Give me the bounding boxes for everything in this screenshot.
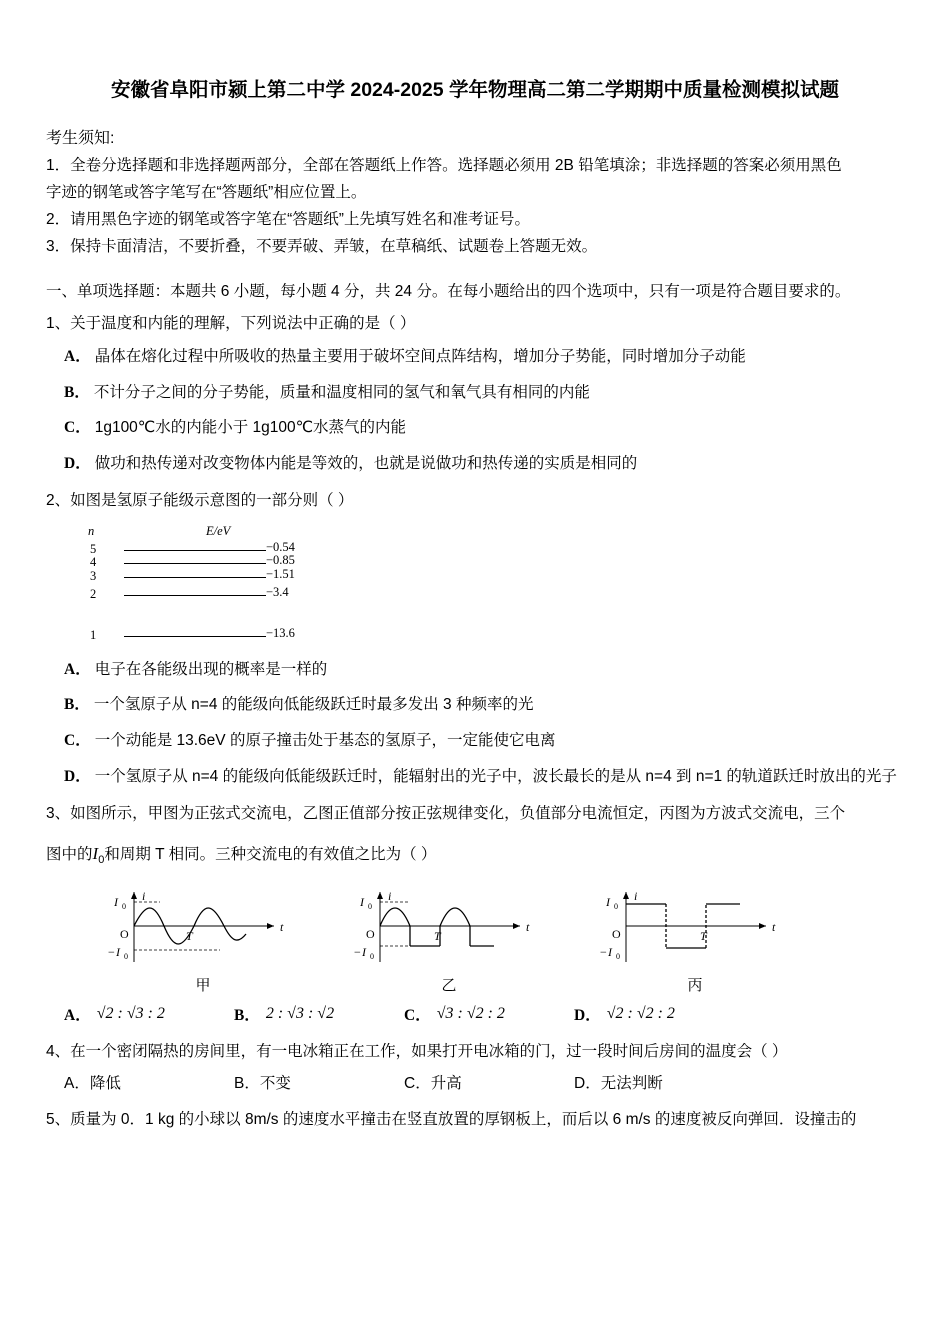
current-subscript: 0 <box>98 854 105 867</box>
energy-axis-e-label: E/eV <box>206 523 231 538</box>
energy-level-line-2 <box>124 595 266 596</box>
svg-text:T: T <box>434 928 441 943</box>
svg-text:T: T <box>186 928 193 943</box>
notice-line-1: 1．全卷分选择题和非选择题两部分，全部在答题纸上作答。选择题必须用 2B 铅笔填涂；非选择题的答案必须用黑色 <box>46 157 842 175</box>
option-text: 一个氢原子从 n=4 的能级向低能级跃迁时最多发出 3 种频率的光 <box>93 696 534 714</box>
question-2-stem: 2、如图是氢原子能级示意图的一部分则（ ） <box>46 491 354 509</box>
svg-text:−: − <box>600 944 607 959</box>
question-3-option-d <box>574 1003 675 1025</box>
question-4-stem: 4、在一个密闭隔热的房间里，有一电冰箱正在工作，如果打开电冰箱的门，过一段时间后房间的温度会（ ） <box>46 1042 788 1060</box>
option-text: 2 : √3 : √2 <box>265 1004 335 1022</box>
option-label: D． <box>64 455 91 473</box>
notice-heading: 考生须知: <box>46 130 115 148</box>
question-3-option-b <box>234 1003 404 1025</box>
option-label: C． <box>404 1006 431 1024</box>
option-text: 晶体在熔化过程中所吸收的热量主要用于破坏空间点阵结构，增加分子势能，同时增加分子动能 <box>94 347 746 365</box>
question-3-stem-part2 <box>46 840 904 869</box>
sine-wave <box>98 886 308 972</box>
svg-text:0: 0 <box>616 951 620 961</box>
svg-text:0: 0 <box>368 901 372 911</box>
svg-text:−: − <box>354 944 361 959</box>
question-4-option-a <box>64 1072 234 1097</box>
svg-text:0: 0 <box>614 901 618 911</box>
question-2-option-b <box>46 693 904 718</box>
option-text: √2 : √3 : 2 <box>96 1004 165 1022</box>
svg-text:I: I <box>114 894 118 909</box>
notice-line-2: 2．请用黑色字迹的钢笔或答字笔在“答题纸”上先填写姓名和准考证号。 <box>46 211 530 229</box>
svg-text:t: t <box>526 919 530 934</box>
question-4-options <box>46 1072 904 1097</box>
question-2-option-d <box>46 765 904 790</box>
option-label: B． <box>234 1075 260 1093</box>
stem-pre: 图中的 <box>46 846 93 864</box>
ac-waveform-figures <box>98 886 904 995</box>
option-label: C． <box>64 732 91 750</box>
waveform-caption-jia: 甲 <box>195 976 211 994</box>
svg-text:I: I <box>608 944 612 959</box>
svg-text:t: t <box>772 919 776 934</box>
svg-text:I: I <box>116 944 120 959</box>
energy-level-n-3: 3 <box>90 568 97 583</box>
svg-text:0: 0 <box>370 951 374 961</box>
option-text: 做功和热传递对改变物体内能是等效的，也就是说做功和热传递的实质是相同的 <box>94 455 638 473</box>
option-text: 一个动能是 13.6eV 的原子撞击处于基态的氢原子，一定能使它电离 <box>94 732 556 750</box>
svg-text:t: t <box>280 919 284 934</box>
notice-line-3: 3．保持卡面清洁，不要折叠，不要弄破、弄皱，在草稿纸、试题卷上答题无效。 <box>46 238 598 256</box>
square-wave <box>590 886 800 972</box>
waveform-block-yi <box>344 886 554 995</box>
option-text: 1g100℃水的内能小于 1g100℃水蒸气的内能 <box>94 419 407 437</box>
section-heading: 一、单项选择题：本题共 6 小题，每小题 4 分，共 24 分。在每小题给出的四个选项中，只有一项是符合题目要求的。 <box>46 283 851 301</box>
hydrogen-energy-level-diagram <box>88 524 418 652</box>
energy-level-line-1 <box>124 636 266 637</box>
question-1-option-d <box>46 452 904 477</box>
waveform-caption-yi: 乙 <box>441 976 457 994</box>
question-1-option-c <box>46 416 904 441</box>
option-label: C． <box>64 419 91 437</box>
question-1-option-b <box>46 381 904 406</box>
waveform-caption-bing: 丙 <box>687 976 703 994</box>
notice-line-1b: 字迹的钢笔或答字笔写在“答题纸”相应位置上。 <box>46 184 367 202</box>
svg-text:i: i <box>388 888 392 903</box>
question-5-stem: 5、质量为 0．1 kg 的小球以 8m/s 的速度水平撞击在竖直放置的厚钢板上，而后以 6 m/s 的速度被反向弹回．设撞击的 <box>46 1110 857 1128</box>
option-label: D． <box>574 1075 601 1093</box>
energy-level-value-3: −1.51 <box>266 566 295 581</box>
stem-post: 和周期 T 相同。三种交流电的有效值之比为（ ） <box>104 846 437 864</box>
option-label: B． <box>234 1006 260 1024</box>
question-4-option-b <box>234 1072 404 1097</box>
energy-level-value-5: −0.54 <box>266 539 295 554</box>
svg-text:I: I <box>606 894 610 909</box>
energy-level-value-2: −3.4 <box>266 584 289 599</box>
half-sine-constant-wave <box>344 886 554 972</box>
option-label: D． <box>574 1006 601 1024</box>
energy-level-value-4: −0.85 <box>266 552 295 567</box>
question-1-stem: 1、关于温度和内能的理解，下列说法中正确的是（ ） <box>46 315 416 333</box>
waveform-block-bing <box>590 886 800 995</box>
question-1-option-a <box>46 345 904 370</box>
current-symbol: I <box>92 844 99 864</box>
svg-text:i: i <box>142 888 146 903</box>
option-label: B． <box>64 696 90 714</box>
energy-level-line-5 <box>124 550 266 551</box>
svg-text:−: − <box>108 944 115 959</box>
svg-text:T: T <box>700 928 707 943</box>
svg-text:I: I <box>362 944 366 959</box>
option-text: 电子在各能级出现的概率是一样的 <box>94 660 328 678</box>
option-label: A． <box>64 1006 91 1024</box>
option-text: √2 : √2 : 2 <box>606 1004 675 1022</box>
question-3-stem-part1: 3、如图所示，甲图为正弦式交流电，乙图正值部分按正弦规律变化，负值部分电流恒定，丙图为方波式交流电，三个 <box>46 804 846 822</box>
energy-level-line-4 <box>124 563 266 564</box>
svg-text:0: 0 <box>124 951 128 961</box>
question-4-option-c <box>404 1072 574 1097</box>
option-label: D． <box>64 767 91 785</box>
option-label: B． <box>64 383 90 401</box>
energy-level-n-2: 2 <box>90 586 97 601</box>
svg-text:i: i <box>634 888 638 903</box>
option-label: A． <box>64 660 91 678</box>
option-text: 降低 <box>89 1075 121 1093</box>
option-label: A． <box>64 1075 90 1093</box>
option-text: √3 : √2 : 2 <box>436 1004 505 1022</box>
svg-text:O: O <box>120 926 129 941</box>
option-text: 不变 <box>259 1075 291 1093</box>
option-text: 不计分子之间的分子势能，质量和温度相同的氢气和氧气具有相同的内能 <box>93 383 590 401</box>
page-title: 安徽省阜阳市颍上第二中学 2024-2025 学年物理高二第二学期期中质量检测模拟试题 <box>110 79 840 101</box>
option-text: 无法判断 <box>600 1075 663 1093</box>
question-3-option-c <box>404 1003 574 1025</box>
energy-level-line-3 <box>124 577 266 578</box>
waveform-block-jia <box>98 886 308 995</box>
energy-level-value-1: −13.6 <box>266 625 295 640</box>
svg-text:O: O <box>366 926 375 941</box>
option-text: 一个氢原子从 n=4 的能级向低能级跃迁时，能辐射出的光子中，波长最长的是从 n=4 到 n=1 的轨道跃迁时放出的光子 <box>94 767 897 785</box>
energy-level-n-4: 4 <box>90 554 97 569</box>
option-text: 升高 <box>430 1075 462 1093</box>
energy-axis-n-label: n <box>88 523 95 538</box>
option-label: C． <box>404 1075 431 1093</box>
svg-text:0: 0 <box>122 901 126 911</box>
energy-level-n-5: 5 <box>90 541 97 556</box>
svg-text:I: I <box>360 894 364 909</box>
question-3-answer-row <box>46 1003 904 1025</box>
question-2-option-c <box>46 729 904 754</box>
svg-text:O: O <box>612 926 621 941</box>
question-2-option-a <box>46 658 904 683</box>
question-3-option-a <box>64 1003 234 1025</box>
energy-level-n-1: 1 <box>90 627 97 642</box>
option-label: A． <box>64 347 91 365</box>
question-4-option-d <box>574 1072 663 1097</box>
